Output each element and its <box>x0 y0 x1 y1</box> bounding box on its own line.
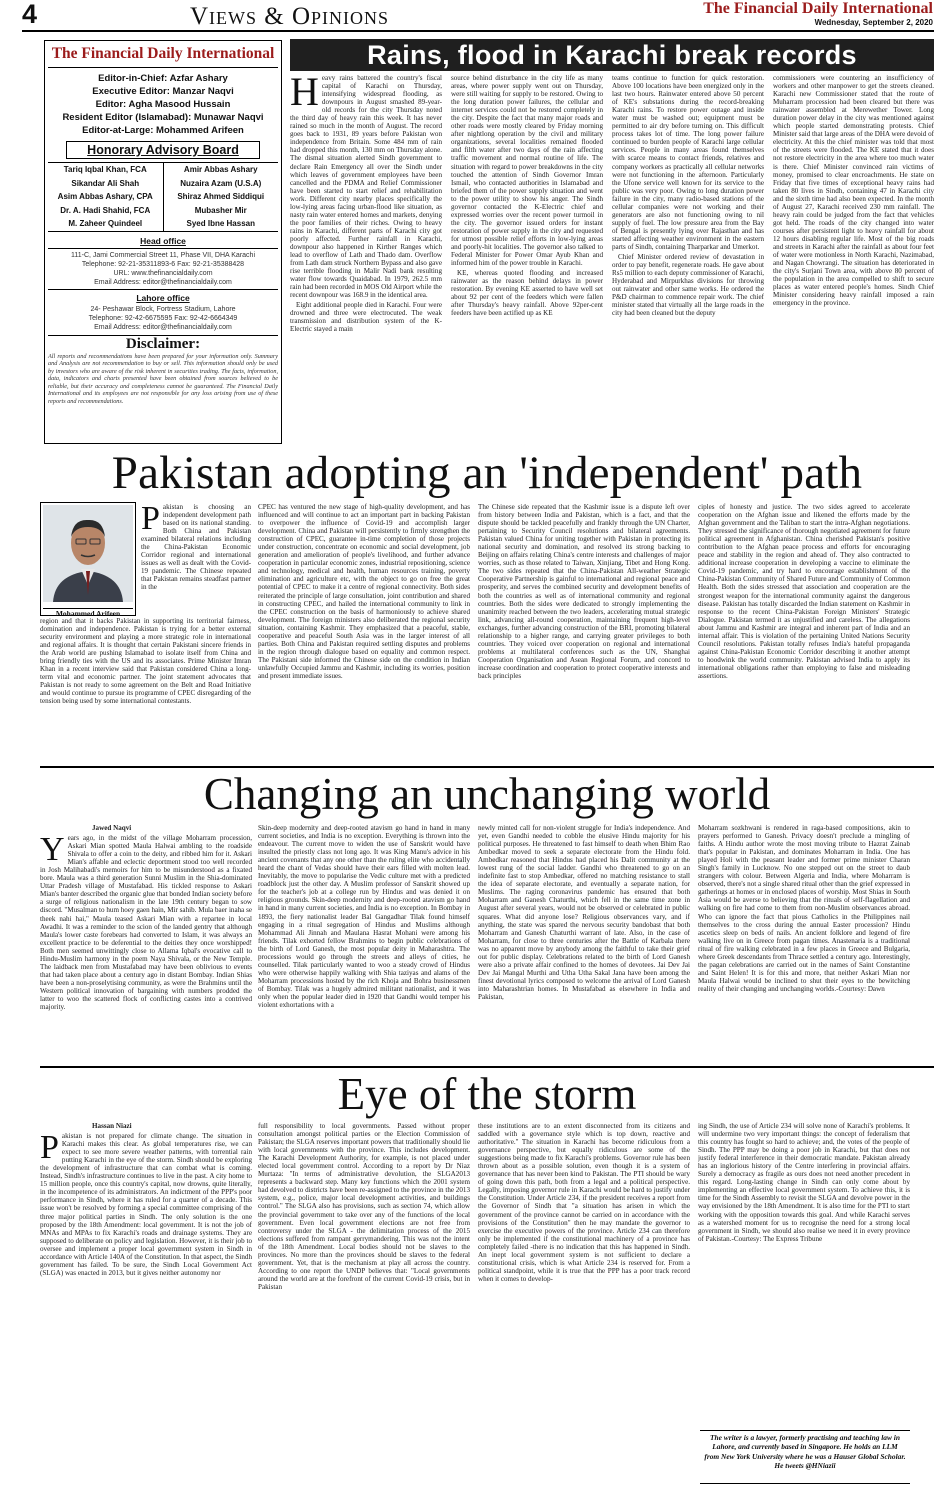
article3-headline: Changing an unchanging world <box>203 769 771 819</box>
author-photo-frame <box>40 502 136 616</box>
article4-col <box>478 1122 690 1484</box>
article3-col <box>258 824 470 1062</box>
photo-caption: Mohammed Arifeen <box>43 608 133 619</box>
author-note: The writer is a lawyer, formerly practising and teaching law in Lahore, and currently based in Singapore. He holds an LLM from New York University where he was a Hauser Global Scholar. He tweets @HNiazii <box>704 1433 906 1470</box>
paragraph: eavy rains battered the country's fiscal capital of Karachi on Thursday, intensifying widespread flooding, as downpours in August smashed 89-year-old records for the city Thursday noted the third day of heavy rain this week. It has never rained so much in the month of August. The record goes back to 1931, 89 years before Pakistan won independence from Britain. Some 484 mm of rain had dropped this month, 130 mm on Thursday alone. The dismal situation alerted Sindh government to declare Rain Emergency all over the Sindh under which leaves of government employees have been cancelled and the PDMA and Relief Commissioner have been started to start relief and rehabilitation work. Different city nearby places specifically the low-lying areas facing urban-flood like situation, as nasty rain water entered homes and markets, denying the poor families of their riches. Owing to heavy rains in Karachi, different parts of Karachi city got poorly affected. Further rainfall in Karachi, downpour also happened in Kirther Ranges which lead to overflow of Lath and Thado dam. Overflow from Lath dam struck Northern Bypass and also gave rise terrible flooding in Malir Nadi bank resulting water flow towards Quaidabad. In 1979, 262.5 mm rain had been recorded in MOS Old Airport while the recent downpour was 168.9 in the identical area. <box>290 74 442 300</box>
lahore-line: 24- Peshawar Block, Fortress Stadium, Lahore <box>90 305 236 313</box>
paragraph: Eight additional people died in Karachi. Four were drowned and three were electrocuted. The weak transmission and distribution system of the K-Electric stayed a main <box>290 301 442 334</box>
paragraph: region and that it backs Pakistan in supporting its territorial fairness, domination and independence. Pakistan is trying for a better external security environment and playing a more strategic role in international and regional affairs. It is thought that certain Pakistani sincere friends in the Arab world are pushing Islamabad to isolate itself from China and bring friendly ties with the US and its associates. Prime Minister Imran Khan in a recent interview said that Pakistan considered China a long-term vital and economic partner. The joint statement advocates that Pakistan is not ready to some agreement on the Belt and Road Initiative and would continue to pursue its programme of CPEC disregarding of the tension being used by some international contestants. <box>40 617 251 706</box>
lahore-title: Lahore office <box>136 292 190 303</box>
author-photo <box>43 505 133 602</box>
advisor: Amir Abbas Ashary <box>183 165 258 174</box>
paragraph: Skin-deep modernity and deep-rooted atavism go hand in hand in many current societies, and India is no exception. Everything is thrown into the endeavour. The current move to widen the use of Sanskrit would have insulted the priestly class not long ago. It was King Manu's advice in his ancient covenants that any one other than the ruling elite who accidentally heard the chant of Vedas should have their ears filled with molten lead. Inevitably, the move to popularise the Vedic culture met with a predicted roadblock just the other day. A Muslim professor of Sanskrit showed up for the teacher's job at a college run by Hindus and was denied it on religious grounds. Skin-deep modernity and deep-rooted atavism go hand in hand in many current societies, and India is no exception. In Bombay in 1893, the fiery nationalist leader Bal Gangadhar Tilak found himself engaging in a ritual segregation of Hindus and Muslims although Mohammad Ali Jinnah and Maulana Hasrat Mohani were among his friends. Tilak exhorted fellow Brahmins to begin public celebrations of the birth of Lord Ganesh, the most popular deity in Maharashtra. The processions would go through the streets and alleys of cities, he counselled. Tilak particularly wanted to woo a steady crowd of Hindus who were otherwise happily walking with Shia taziyas and alams of the Moharram processions hosted by the rich Khoja and Bohra businessmen of Bombay. Tilak was a hugely admired militant nationalist, and it was only when the popular leader died in 1920 that Gandhi would temper his violent exhortations with a <box>258 824 470 1010</box>
page-header <box>0 0 945 28</box>
article1-headline: Rains, flood in Karachi break records <box>367 40 857 70</box>
byline: Jawed Naqvi <box>92 824 132 832</box>
staff-line: Resident Editor (Islamabad): Munawar Naqvi <box>62 112 264 123</box>
article2-col <box>478 503 690 759</box>
paragraph: ing Sindh, the use of Article 234 will solve none of Karachi's problems. It will undermine two very important things: the concept of federalism that this country has fought so hard to achieve; and, the votes of the people of Sindh. The PPP may be doing a poor job in Karachi, but that does not justify federal interference in their democratic mandate. Pakistan already has an inglorious history of the Centre interfering in provincial affairs. Surely a democracy as fragile as ours does not need another precedent in this regard. Long-lasting change in Sindh can only come about by implementing an effective local government system. To achieve this, it is time for the Sindh Assembly to revisit the SLGA and devolve power in the way envisioned by the 18th Amendment. It is also time for the PTI to start working with the opposition towards this goal. And while Karachi serves as a watershed moment for us to recognise the need for a strong local government in Sindh, we should also realise we need it in every province of Pakistan.-Courtesy: The Express Tribune <box>698 1122 910 1243</box>
article2-col <box>258 503 470 759</box>
paragraph: The Chinese side repeated that the Kashmir issue is a dispute left over from history between India and Pakistan, which is a fact, and that the dispute should be tackled peacefully and frankly through the UN Charter, pertaining to Security Council resolutions and bilateral agreements. Pakistan valued China for uniting together with Pakistan in protecting its national security and domination, and resolved its strong backing to Beijing on affairs relating China's centre interests and challenges of major worries, such as those related to Taiwan, Xinjiang, Tibet and Hong Kong. The two sides repeated that the China-Pakistan All-weather Strategic Cooperative Partnership is gainful to international and regional peace and prosperity, and serves the combined security and development benefits of both the countries as well as of international community and regional countries. Both the sides were dedicated to strongly implementing the unanimity reached between the two leaders, accelerating mutual strategic link, advancing all-round cooperation, maintaining frequent high-level exchanges, further advancing construction of the BRI, promoting bilateral relationship to a higher range, and carrying greater privileges to both countries. They voiced over cooperation on regional and international problems at multilateral conferences such as the UN, Shanghai Cooperation Organisation and Asean Regional Forum, and concord to increase coordination and cooperation to protect cooperative interests and back principles <box>478 503 690 680</box>
paragraph: teams continue to function for quick restoration. Above 100 locations have been energized only in the last two hours. Rainwater entered above 50 percent of KE's substations during the record-breaking Karachi rains. To restore power outage and inside water must be washed out; equipment must be permitted to air dry before turning on. This difficult process takes lot of time. The long power failure continued to burden people of Karachi large cellular services. People in many areas found themselves with scarce means to contact friends, relatives and company workers as practically all cellular networks were not functioning in the afternoon. Particularly the Ufone service well known for its service to the public was very poor. Owing to long duration power failure in the city, many radio-based stations of the cellular companies were not working and their generators are also not functioning owing to nil supply of fuel. The low pressure area from the Bay of Bengal is presently lying over Rajasthan and has started affecting weather environment in the eastern parts of Sindh, containing Tharparkar and Umerkot. <box>612 74 764 251</box>
head-office-line: Email Address: editor@thefinancialdaily.com <box>48 278 278 290</box>
section-title: Views & Opinions <box>190 3 390 30</box>
advisor: Dr. A. Hadi Shahid, FCA <box>60 205 151 215</box>
paragraph: these institutions are to an extent disconnected from its citizens and saddled with a governance style which is top down, reactive and authoritative." The situation in Karachi has become ridiculous from a governance perspective, but equally ridiculous are some of the suggestions being made to fix Karachi's problems. Governor rule has been thrown about as a possible solution, even though it is a system of governance that has never been kind to Pakistan. The PTI should be wary of going down this path, both from a legal and a political perspective. Legally, imposing governor rule in Karachi would be hard to justify under the Constitution. Under Article 234, if the president receives a report from the Governor of Sindh that "a situation has arisen in which the government of the province cannot be carried on in accordance with the provisions of the Constitution" then he may mandate the governor to exercise the executive powers of the province. Article 234 can therefore only be implemented if the constitutional machinery of a province has completely failed -there is no indication that this has happened in Sindh. An inept local government system is not sufficient to declare a constitutional crisis, which is what Article 234 is reserved for. From a political standpoint, while it is true that the PPP has a poor track record when it comes to develop- <box>478 1122 690 1283</box>
staff-line: Editor-at-Large: Mohammed Arifeen <box>82 125 244 136</box>
drop-cap: P <box>141 503 160 537</box>
article4-headline: Eye of the storm <box>337 1069 637 1119</box>
article4-col <box>258 1122 470 1484</box>
article1-col <box>451 74 603 444</box>
article2-col <box>40 617 251 758</box>
header-rule <box>22 30 934 32</box>
paragraph: ears ago, in the midst of the village Moharram procession, Askari Mian spotted Maula Halwai ambling to the roadside Shivala to offer a coin to the deity, and ribbed him for it. Askari Mian's affable and eclectic deportment stood too well recorded in Josh Malihabadi's memoirs for him to be misunderstood as a fixated bore. Maula was a third generation Sunni Muslim in the Shia-dominated Uttar Pradesh village of Mustafabad. His tickled response to Askari Mian's banter described the organic glue that bonded Indian society before a surge of religious nationalism in the late 19th century began to sow discord. "Musalman to hum hoey gaen hain, Mir sahib. Mula baer inaha se theek nahi hai," Maula teased Askari Mian with a repartee in local Awadhi. It was a reminder to the scion of the landed gentry that although Maula's lower caste forebears had converted to Islam, it was always an excellent practice to be deferential to the deities they once worshipped! Both men seemed unwittingly close to Allama Iqbal's evocative call to Hindu-Muslim harmony in the poem Naya Shivala, or the New Temple. The laidback men from Mustafabad may have been oblivious to events that had taken place about a century ago in distant Bombay. Indian Shias have been a non-proselytising community, as were the Brahmins until the Western political innovation of bargaining with numbers prodded the latter to woo the scattered flock of conflicting castes into a contrived majority. <box>40 834 252 1012</box>
advisor: Sikandar Ali Shah <box>71 178 140 188</box>
advisor: M. Zaheer Quindeel <box>68 219 143 228</box>
head-office-title: Head office <box>48 236 278 249</box>
article2-col <box>698 503 910 759</box>
paragraph: Chief Minister ordered review of devastation in order to pay benefit, regenerate roads. He gave about Rs5 million to each deputy commissioner of Karachi, Hyderabad and Mirpurkhas divisions for throwing out rainwater and other same works. He ordered the P&D chairman to commence repair work. The chief minister stated that virtually all the large roads in the city had been cleaned but the deputy <box>612 253 764 318</box>
staff-line: Executive Editor: Manzar Naqvi <box>92 86 234 97</box>
paragraph: Moharram sozkhwani is rendered in raga-based compositions, akin to prayers performed to Ganesh. Privacy doesn't preclude a mingling of faiths. A Hindu author wrote the most moving tribute to Hazrat Zainab that's popular in Pakistan, and dominates Moharram in India. One has played Holi with the peasant leader and former prime minister Charan Singh's family in Lucknow. No one stepped out on the street to daub strangers with colour. Between Algeria and India, where Moharram is observed, there's not a single shared ritual other than the grief expressed in gatherings at homes or in enclosed places of worship. Most Shias in South Asia would be averse to believing that the rituals of self-flagellation and walking on fire had come to them from non-Muslim observances abroad. Who can ignore the fact that pious Catholics in the Philippines nail themselves to the cross during the annual Easter procession? Hindu ascetics sleep on beds of nails. An ancient folklore and legend of fire walking live on in Greece from pagan times. Anastenaria is a traditional ritual of fire walking celebrated in a few places in Greece and Bulgaria, where Greek descendants from Thrace settled a century ago. Interestingly, the pagan celebrations are carried out in the names of Saint Constantine and Saint Helen! It is for this and more, that neither Askari Mian nor Maula Halwai would be inclined to shut their eyes to the bewitching reality of their changing and unchanging worlds.-Courtesy: Dawn <box>698 824 910 993</box>
paragraph: CPEC has ventured the new stage of high-quality development, and has influenced and will continue to act an important part in backing Pakistan to overpower the influence of Covid-19 and accomplish larger development. China and Pakistan will persistently to firmly strengthen the construction of CPEC, guarantee in-time completion of those projects under construction, concentrate on economic and social development, job generation and amelioration of people's livelihood, and further advance cooperation in particular economic zones, industrial repositioning, science and technology, medical and health, human resources training, poverty elimination and agriculture etc, with the object to go on free the great potential of CPEC to make it a centre of regional connectivity. Both sides reiterated the principle of large consultation, joint contribution and shared in constructing CPEC, and hailed the international community to link in the CPEC construction on the basis of harmoniously to achieve shared development. The foreign ministers also deliberated the regional security situation, containing Kashmir. They emphasized that a peaceful, stable, cooperative and peaceful South Asia was in the larger interest of all parties. Both China and Pakistan required settling disputes and problems in the region through dialogue based on equality and common respect. The Pakistani side informed the Chinese side on the condition in Indian unlawfully Occupied Jammu and Kashmir, including its worries, position and present immediate issues. <box>258 503 470 680</box>
paragraph: source behind disturbance in the city life as many areas, where power supply went out on Thursday, were still waiting for supply to be restored. Owing to the long duration power failures, the cellular and internet services could not be restored completely in the city. Despite the fact that many major roads and other roads were mostly cleared by Friday morning after nightlong operation by the civil and military organizations, several localities remained flooded and filth water after two days of the rain affecting traffic movement and normal routine of life. The situation with regard to power breakdowns in the city touched the attention of Sindh Governor Imran Ismail, who contacted authorities in Islamabad and briefed them of the power supply situation and went to the power utility to show his anger. The Sindh governor contacted the K-Electric chief and expressed worries over the recent power turmoil in the city. The governor issued orders for instant restoration of power supply in the city and requested for utmost possible relief efforts in low-lying areas and poorly-hit localities. The governor also talked to Federal Minister for Power Omar Ayub Khan and informed him of the power trouble in Karachi. <box>451 74 603 268</box>
drop-cap: H <box>290 74 319 114</box>
head-office-line: Telephone: 92-21-35311893-6 Fax: 92-21-35388428 <box>81 260 245 268</box>
lahore-line: Email Address: editor@thefinancialdaily.com <box>94 323 232 331</box>
advisory-title: Honorary Advisory Board <box>66 141 260 159</box>
article3-col <box>40 824 252 1062</box>
paragraph: akistan is not prepared for climate change. The situation in Karachi makes this clear. As global temperatures rise, we can expect to see more severe weather patterns, with torrential rain putting Karachi in the eye of the storm. Sindh should be exploring the development of infrastructure that can combat what is coming. Instead, Sindh's infrastructure continues to live in the past. A city home to 15 million people, once this country's capital, now drowns, quite literally, in the incompetence of its administrators. An indictment of the PPP's poor performance in Sindh, where it has ruled for a quarter of a decade. This issue won't be resolved by forming a special committee comprising of the three major political parties in Sindh. The only solution is the one proposed by the 18th Amendment: local government. It is not the job of MNAs and MPAs to fix Karachi's roads and drainage systems. They are supposed to deliberate on policy and legislation. However, it is their job to oversee and implement a proper local government system in Sindh in accordance with Article 140A of the Constitution. In that aspect, the Sindh government has failed. To be sure, the Sindh Local Government Act (SLGA) was enacted in 2013, but it gives neither autonomy nor <box>40 1132 252 1277</box>
advisor: Shiraz Ahmed Siddiqui <box>177 192 265 201</box>
paragraph: KE, whereas quoted flooding and increased rainwater as the reason behind delays in power restoration. By evening KE asserted to have well set about 92 per cent of the feeders which were fallen after Thursday's heavy rainfall. Above 92per-cent feeders have been actified up as KE <box>451 269 603 318</box>
head-office-line: 111-C, Jami Commercial Street 11, Phase VII, DHA Karachi <box>70 251 255 259</box>
advisor: Mubasher Mir <box>194 205 247 215</box>
article1-headline-bar <box>290 39 934 71</box>
head-office-line: URL: www.thefinancialdaily.com <box>113 269 213 277</box>
article2-headline: Pakistan adopting an 'independent' path <box>111 447 863 499</box>
article1-col <box>612 74 764 444</box>
paper-name: The Financial Daily International <box>703 0 933 17</box>
article3-col <box>698 824 910 1062</box>
drop-cap: Y <box>40 831 65 869</box>
advisor: Asim Abbas Ashary, CPA <box>57 192 153 201</box>
advisor: Tariq Iqbal Khan, FCA <box>63 165 147 174</box>
paragraph: ciples of honesty and justice. The two sides agreed to accelerate cooperation on the Afghan issue and likened the efforts made by the Afghan government and the Taliban to start the intra-Afghan negotiations. They stressed the significance of thorough negotiated agreement for future political agreement in Afghanistan. China cherished Pakistan's positive contribution to the Afghan peace process and efforts for encouraging peace and stability in the region and ahead of. They also contracted to additional increase cooperation in developing a vaccine to eliminate the Covid-19 pandemic, and try hard to encourage establishment of the China-Pakistan Community of Shared Future and Community of Common Health. Both the sides stressed that association and cooperation are the strongest weapon for the international community against the dangerous disease. Pakistan has totally discarded the Indian statement on Kashmir in response to the recent China-Pakistan Foreign Ministers' Strategic Dialogue. Pakistan termed it as unjustified and careless. The allegations about Jammu and Kashmir are integral and inherent part of India and an internal affair. This is violation of the pertaining United Nations Security Council resolutions. Pakistan totally refuses India's hateful propaganda against China-Pakistan Economic Corridor describing it another attempt to hoodwink the world community. Pakistan advised India to apply its international obligations rather than employing to false and misleading assertions. <box>698 503 910 680</box>
advisory-board <box>48 162 278 232</box>
author-note-box <box>700 1430 910 1484</box>
paragraph: newly minted call for non-violent struggle for India's independence. And yet, even Gandhi needed to cobble the elusive Hindu majority for his political purposes. He threatened to fast himself to death when Bhim Rao Ambedkar moved to seek a separate electorate from the Hindu fold. Ambedkar reasoned that Hindus had placed his Dalit community at the lowest rung of the social ladder. Gandhi who threatened to go on an indefinite fast to stop Ambedkar, offered no matching resistance to stall the idea of separate electorate, and eventually a separate nation, for Muslims. The raging coronavirus pandemic has ensured that both Moharram and Ganesh Chaturthi, which fell in the same time zone in August after several years, would not be observed or celebrated in public squares. What did anyone lose? Religious observances vary, and if anything, the state was spared the nervous security bandobast that both Moharram and Ganesh Chaturthi warrant of late. Also, in the case of Moharram, for close to three centuries after the Battle of Karbala there was no apparent move by anybody among the faithful to take their grief out for public display. Celebrations related to the birth of Lord Ganesh were also a private affair confined to the homes of devotees. Jai Dev Jai Dev Jai Mangal Murthi and Utha Utha Sakal Jana have been among the finest devotional lyrics composed to welcome the arrival of Lord Ganesh into Maharashtrian homes. In Mustafabad as elsewhere in India and Pakistan, <box>478 824 690 1001</box>
issue-date: Wednesday, September 2, 2020 <box>814 18 933 27</box>
disclaimer-text: All reports and recommendations have been prepared for your information only. Summary and Analysis are not recommendation to buy or sell. This information should only be used by investors who are aware of the risk inherent in securities trading. The facts, information, data, indicators and charts presented have been obtained from sources believed to be reliable, but their accuracy and completeness cannot be guaranteed. The Financial Daily International and its employees are not responsible for any loss arising from use of these reports and recommendations. <box>48 352 278 406</box>
paragraph: commissioners were countering an insufficiency of workers and other manpower to get the streets cleaned. Karachi new Commissioner stated that the route of Muharram procession had been cleared but there was rainwater assembled at Merewether Tower. Long duration power delay in the city was mentioned against which people started demonstrating protests. Chief Minister said that large areas of the DHA were devoid of electricity. At this the chief minister was told that most of the streets were flooded. The KE stated that it does not restore electricity in the area where too much water is there. Chief Minister convinced rain victims of money, promised to clear encroachments. He state on Friday that five times of exceptional heavy rains had taken 80 lives in Sindh, containing 47 in Karachi city and the sixth time had also been expected. In the month of August 27, Karachi received 230 mm rainfall. The heavy rain could be judged from the fact that vehicles got held. The roads of the city changed into water courses after persistent light to heavy rainfall for about 12 hours disabling regular life. Most of the big roads and streets in Karachi after the rainfall as about four feet of water were motionless in North Karachi, Nazimabad, and Nagan Chowrangi. The situation has deteriorated in the city's Surjani Town area, with above 80 percent of the population in the area compelled to shift to secure places as water entered people's homes. Sindh Chief Minister considering heavy rainfall imposed a rain emergency in the province. <box>773 74 934 308</box>
article2-intro <box>141 503 251 615</box>
paragraph: full responsibility to local governments. Passed without proper consultation amongst political parties or the Election Commission of Pakistan; the SLGA reserves important powers that traditionally should lie with local governments with the province. This includes development. The Karachi Development Authority, for example, is not placed under elected local government control. According to a report by Dr Niaz Murtaza: "In terms of administrative devolution, the SLGA2013 represents a backward step. Many key functions which the 2001 system had devolved to districts have been re-assigned to the province in the 2013 system, e.g., police, major local development activities, and buildings control." The SLGA also has provisions, such as section 74, which allow the provincial government to take over any of the functions of the local government. Even local government elections are not free from controversy under the SLGA - the delimitation process of the 2015 elections suffered from rampant gerrymandering. This was not the intent of the 18th Amendment. Local bodies should not be slaves to the provinces. No more than the provinces should be slaves to the federal government. Yet, that is the mechanism at play all across the country. According to one report the UNDP believes that: "Local governments around the world are at the forefront of the current Covid-19 crisis, but in Pakistan <box>258 1122 470 1291</box>
staff-line: Editor-in-Chief: Azfar Ashary <box>98 73 228 84</box>
byline: Hassan Niazi <box>92 1122 132 1130</box>
staff-line: Editor: Agha Masood Hussain <box>95 99 231 110</box>
advisor: Nuzaira Azam (U.S.A) <box>180 178 262 188</box>
masthead-title: The Financial Daily International <box>48 44 278 68</box>
disclaimer-title: Disclaimer: <box>48 335 278 353</box>
article1-col <box>290 74 442 444</box>
lahore-line: Telephone: 92-42-6675595 Fax: 92-42-6664349 <box>88 314 238 322</box>
masthead-box <box>44 40 282 444</box>
article4-col <box>40 1122 252 1484</box>
page-number: 4 <box>22 0 38 29</box>
article3-col <box>478 824 690 1062</box>
advisor: Syed Ibne Hassan <box>186 219 255 228</box>
article1-col <box>773 74 934 444</box>
drop-cap: P <box>40 1129 59 1167</box>
paragraph: akistan is choosing an independent development path based on its national standing. Both China and Pakistan examined bilateral relations including the China-Pakistan Economic Corridor regional and international issues as well as dealt with the Covid-19 pandemic. The Chinese repeated that Pakistan remains steadfast partner in the <box>141 503 251 592</box>
article4-col <box>698 1122 910 1422</box>
